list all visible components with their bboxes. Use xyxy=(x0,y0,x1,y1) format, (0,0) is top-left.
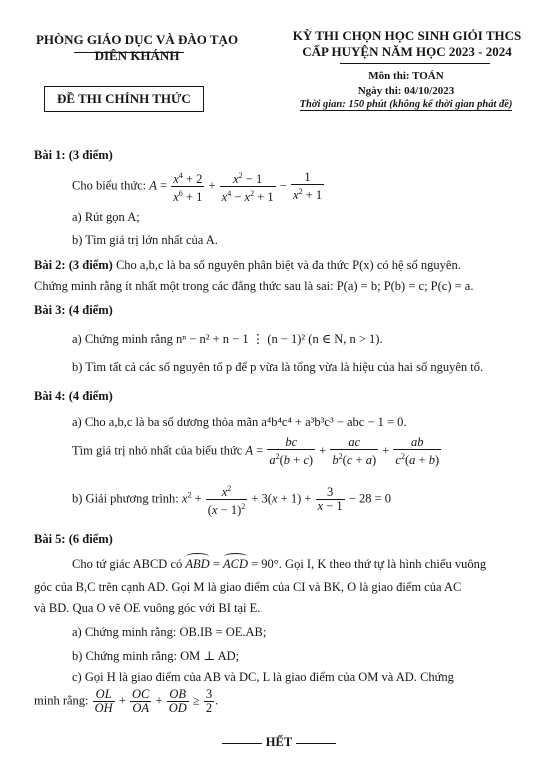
bai2-line1 xyxy=(34,258,461,273)
bai5-part-a: a) Chứng minh rằng: OB.IB = OE.AB; xyxy=(72,625,267,639)
bai5-c2-text: minh rằng: xyxy=(34,693,89,708)
exam-title-line1: KỲ THI CHỌN HỌC SINH GIỎI THCS xyxy=(292,28,522,43)
footer-line-right xyxy=(296,743,336,744)
official-exam-box: ĐỀ THI CHÍNH THỨC xyxy=(44,86,204,112)
exam-title xyxy=(262,28,552,60)
bai3-part-b: b) Tìm tất cả các số nguyên tố p để p vừa là tổng vừa là hiệu của hai số nguyên tố. xyxy=(72,360,484,374)
department-line2: DIÊN KHÁNH xyxy=(94,48,180,63)
exam-date: Ngày thi: 04/10/2023 xyxy=(357,85,455,97)
bai1-part-b: b) Tìm giá trị lớn nhất của A. xyxy=(72,233,218,247)
end-mark: HẾT xyxy=(265,735,293,749)
bai5-para3: và BD. Qua O vẽ OE vuông góc với BI tại E. xyxy=(34,601,261,615)
bai1-part-a: a) Rút gọn A; xyxy=(72,210,140,224)
bai4-a2-text: Tìm giá trị nhỏ nhất của biểu thức xyxy=(72,443,243,458)
duration xyxy=(266,99,546,110)
department-line1: PHÒNG GIÁO DỤC VÀ ĐÀO TẠO xyxy=(35,32,239,47)
bai4-title: Bài 4: (4 điểm) xyxy=(34,389,113,403)
bai2-text1: Cho a,b,c là ba số nguyên phân biệt và đa thức P(x) có hệ số nguyên. xyxy=(115,258,461,272)
footer-line-left xyxy=(222,743,262,744)
duration-text: Thời gian: 150 phút (không kể thời gian phát đề) xyxy=(299,99,513,110)
subject: Môn thi: TOÁN xyxy=(368,70,444,82)
bai5-title: Bài 5: (6 điểm) xyxy=(34,532,113,546)
bai5-para1: Cho tứ giác ABCD có ABD = ACD = 90°. Gọi I, K theo thứ tự là hình chiếu vuông xyxy=(72,557,487,571)
bai5-inequality: minh rằng: $\frac{OL}{OH}$ + $\frac{OC}{OA}$ + $\frac{OB}{OD}$ ≥ $\frac{3}{2}$ . xyxy=(34,687,219,715)
bai2-title: Bài 2: (3 điểm) xyxy=(34,258,113,272)
bai1-expression: Cho biểu thức: A = $\frac{x^4 + 2}{x^6 + 1}$ + $\frac{x^2 - 1}{x^4 - x^2 + 1}$ − $\frac{1}{x^2 + 1}$ xyxy=(72,170,323,205)
bai3-title: Bài 3: (4 điểm) xyxy=(34,303,113,317)
bai4-min-expression: Tìm giá trị nhỏ nhất của biểu thức A = $\frac{bc}{a^2(b + c)}$ + $\frac{ac}{b^2(c + a)}$ + $\frac{ab}{c^2(a + b)}$ xyxy=(72,435,440,468)
bai5-para2: góc của B,C trên cạnh AD. Gọi M là giao điểm của CI và BK, O là giao điểm của AC xyxy=(34,580,462,594)
bai1-intro: Cho biểu thức: xyxy=(72,178,147,193)
bai5-p1-text: Cho tứ giác ABCD có xyxy=(72,557,183,571)
bai5-part-b: b) Chứng minh rằng: OM ⊥ AD; xyxy=(72,649,240,663)
bai5-part-c: c) Gọi H là giao điểm của AB và DC, L là giao điểm của OM và AD. Chứng xyxy=(72,670,454,684)
bai4-part-a: a) Cho a,b,c là ba số dương thỏa mãn a⁴b⁴c⁴ + a³b³c³ − abc − 1 = 0. xyxy=(72,415,407,429)
exam-title-line2: CẤP HUYỆN NĂM HỌC 2023 - 2024 xyxy=(302,44,512,59)
bai5-p1b-text: = 90°. Gọi I, K theo thứ tự là hình chiếu vuông xyxy=(251,557,487,571)
bai4-b-text: b) Giải phương trình: xyxy=(72,491,179,506)
bai1-title: Bài 1: (3 điểm) xyxy=(34,148,113,162)
left-underline xyxy=(74,52,184,53)
right-underline xyxy=(340,63,490,64)
bai2-line2: Chứng minh rằng ít nhất một trong các đẳng thức sau là sai: P(a) = b; P(b) = c; P(c) = a. xyxy=(34,279,474,293)
department-name xyxy=(22,32,252,64)
bai4-part-b: b) Giải phương trình: $x^2$ + $\frac{x^2}{(x - 1)^2}$ + 3(x + 1) + $\frac{3}{x - 1}$ − 28 = 0 xyxy=(72,484,392,518)
bai3-part-a: a) Chứng minh rằng nⁿ − n² + n − 1 ⋮ (n − 1)² (n ∈ N, n > 1). xyxy=(72,332,383,346)
